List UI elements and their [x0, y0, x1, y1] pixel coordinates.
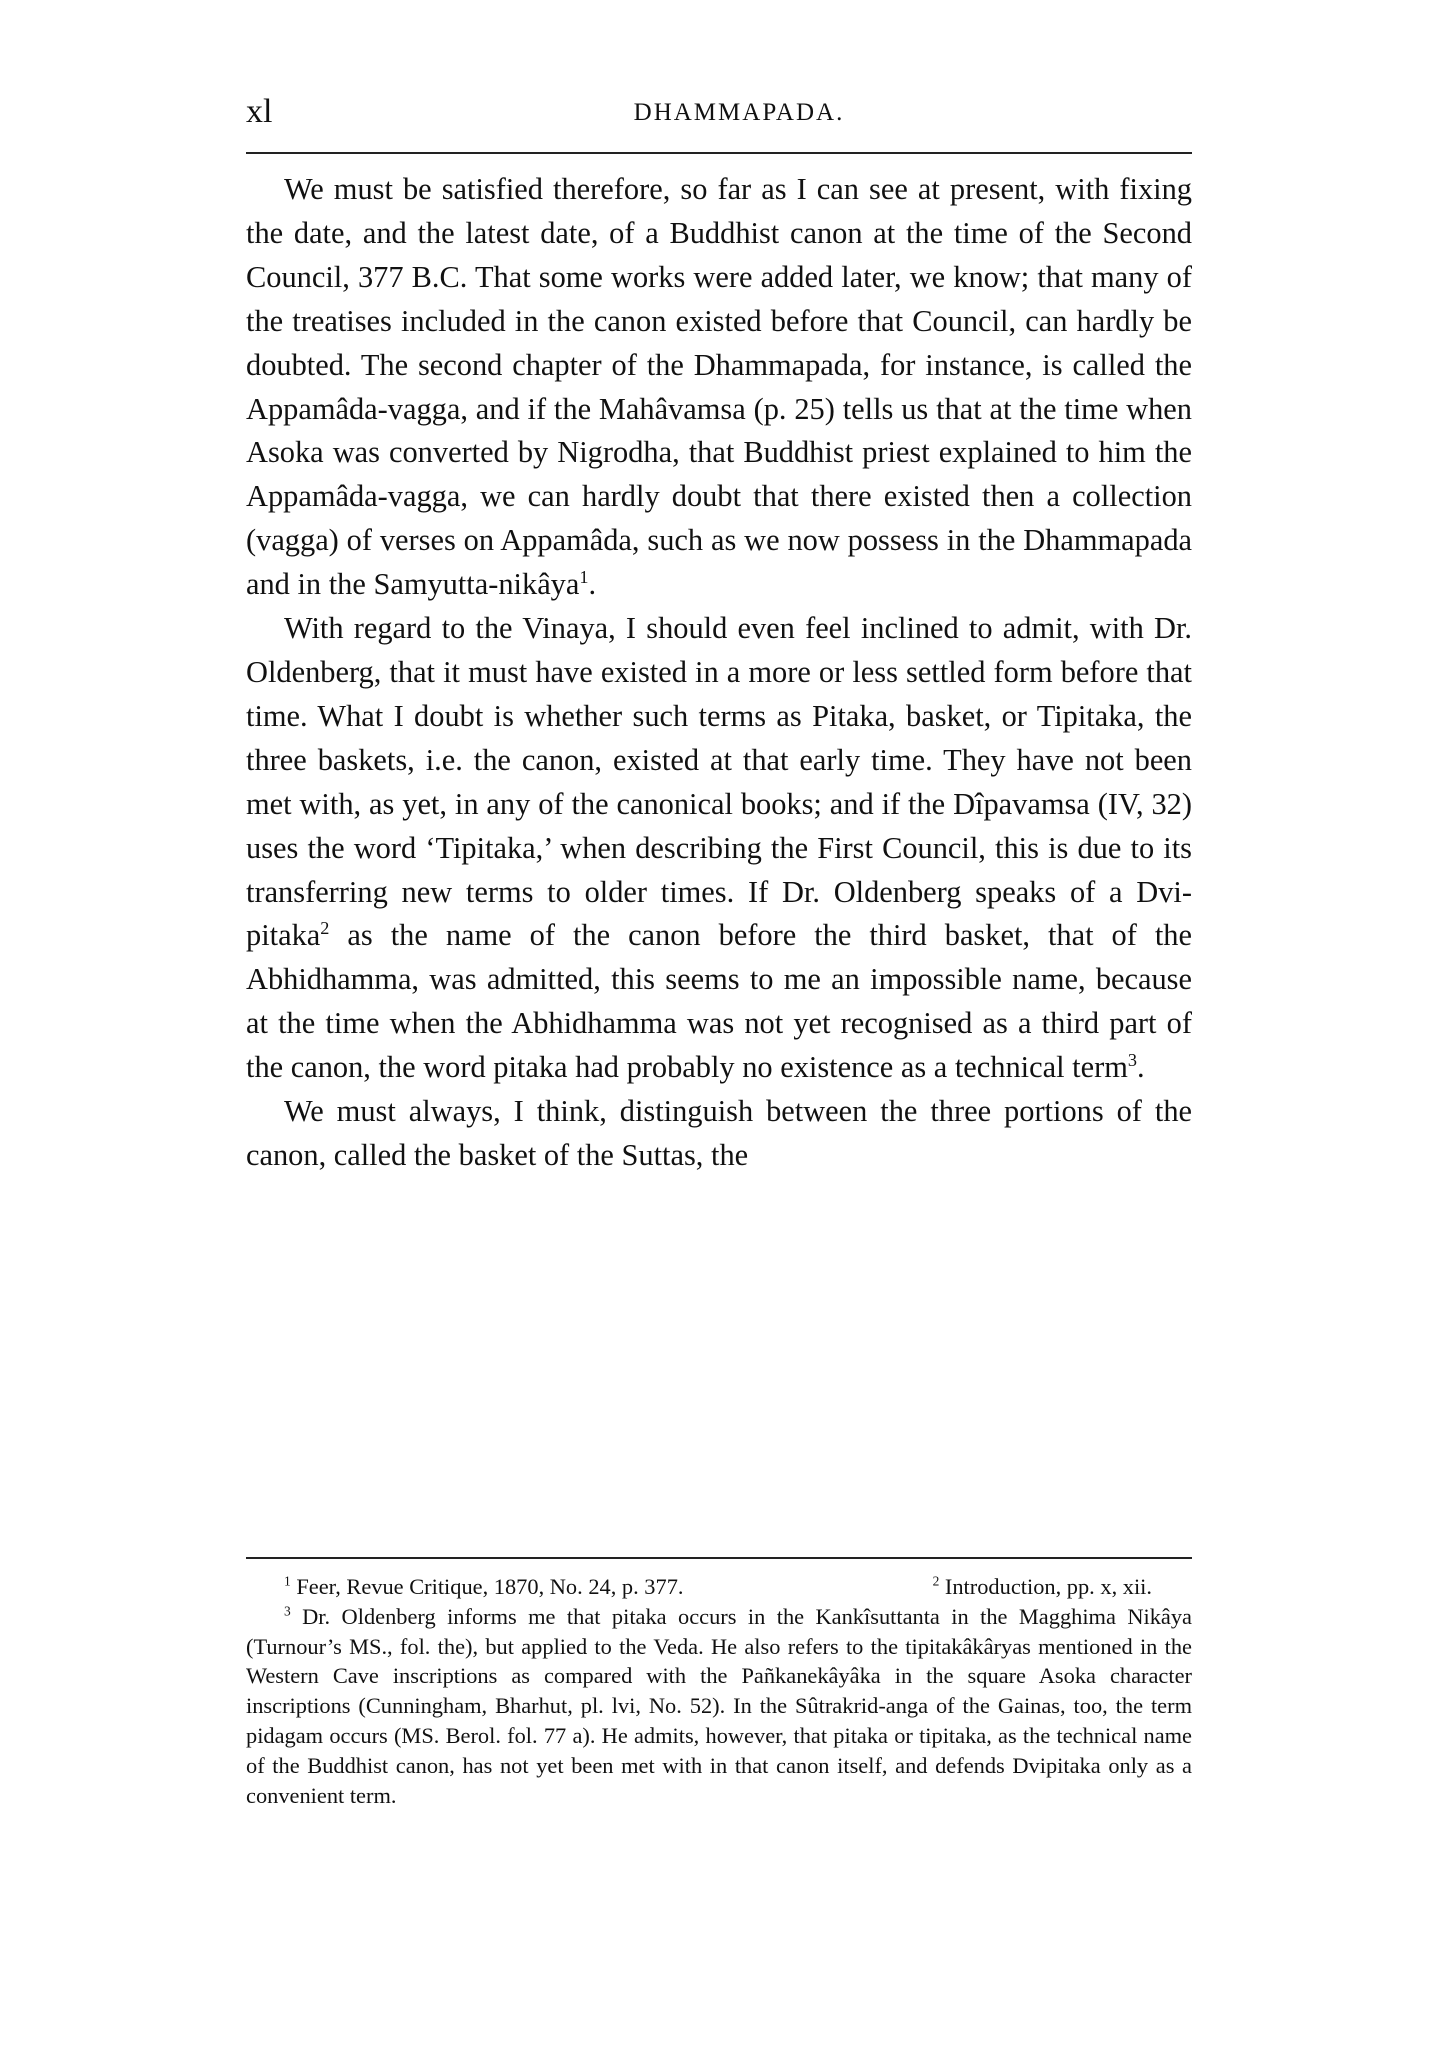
page-number: xl — [246, 93, 273, 130]
paragraph — [246, 1090, 1192, 1178]
footnote-marker: 2 — [320, 918, 330, 939]
footnote-text: Introduction, pp. x, xii. — [944, 1574, 1152, 1599]
header-rule — [246, 152, 1192, 154]
footnote-3 — [246, 1602, 1192, 1811]
footnote-text: Feer, Revue Critique, 1870, No. 24, p. 377. — [296, 1574, 684, 1599]
footnote-row — [246, 1572, 1192, 1602]
footnotes — [246, 1572, 1192, 1810]
footnote-label: 1 — [284, 1573, 291, 1589]
footnote-marker: 1 — [579, 567, 589, 588]
paragraph-text: as the name of the canon before the third basket, that of the Abhidhamma, was admitted, this seems to me an impossible name, because at the time when the Abhidhamma was not yet recognised as a third part of the canon, the word pitaka had probably no existence as a technical term — [246, 918, 1192, 1085]
footnote-rule — [246, 1557, 1192, 1559]
footnote-label: 2 — [932, 1573, 940, 1589]
paragraph-text: We must always, I think, distinguish between the three portions of the canon, called the basket of the Suttas, the — [246, 1094, 1192, 1172]
page-header — [246, 92, 1192, 142]
footnote-label: 3 — [284, 1603, 291, 1619]
footnote-text: Dr. Oldenberg informs me that pitaka occurs in the Kankîsuttanta in the Magghima Nikâya (Turnour’s MS., fol. the), but applied to the Veda. He also refers to the tipitakâkâryas mentioned in the Western Cave inscriptions as compared with the Pañkanekâyâka in the square Asoka character inscriptions (Cunningham, Bharhut, pl. lvi, No. 52). In the Sûtrakrid-anga of the Gainas, too, the term pidagam occurs (MS. Berol. fol. 77 a). He admits, however, that pitaka or tipitaka, as the technical name of the Buddhist canon, has not yet been met with in that canon itself, and defends Dvipitaka only as a convenient term. — [246, 1603, 1192, 1808]
footnote-1 — [284, 1572, 684, 1602]
footnote-marker: 3 — [1127, 1050, 1137, 1070]
footnote-2 — [933, 1572, 1152, 1602]
paragraph-text: We must be satisfied therefore, so far as I can see at present, with fixing the date, and the latest date, of a Buddhist canon at the time of the Second Council, 377 B.C. That some works were added later, we know; that many of the treatises included in the canon existed before that Council, can hardly be doubted. The second chapter of the Dhammapada, for instance, is called the Appamâda-vagga, and if the Mahâvamsa (p. 25) tells us that at the time when Asoka was converted by Nigrodha, that Buddhist priest explained to him the Appamâda-vagga, we can hardly doubt that there existed then a collection (vagga) of verses on Appamâda, such as we now possess in the Dhammapada and in the Samyutta-nikâya — [246, 172, 1192, 602]
paragraph: With regard to the Vinaya, I should even feel inclined to admit, with Dr. Oldenberg, that it must have existed in a more or less settled form before that time. What I doubt is whether such terms as Pitaka, basket, or Tipitaka, the three baskets, i.e. the canon, existed at that early time. They have not been met with, as yet, in any of the canonical books; and if the Dîpavamsa (IV, 32) uses the word ‘Tipitaka,’ when describing the First Council, this is due to its transferring new terms to older times. If Dr. Oldenberg speaks of a Dvi-pitaka$^2$ as the name of the canon before the third basket, that of the Abhidhamma, was admitted, this seems to me an impossible name, because at the time when the Abhidhamma was not yet recognised as a third part of the canon, the word pitaka had probably no existence as a technical term$^3$. — [246, 611, 1192, 1085]
main-text — [246, 168, 1192, 1178]
paragraph: We must be satisfied therefore, so far as I can see at present, with fixing the date, and the latest date, of a Buddhist canon at the time of the Second Council, 377 B.C. That some works were added later, we know; that many of the treatises included in the canon existed before that Council, can hardly be doubted. The second chapter of the Dhammapada, for instance, is called the Appamâda-vagga, and if the Mahâvamsa (p. 25) tells us that at the time when Asoka was converted by Nigrodha, that Buddhist priest explained to him the Appamâda-vagga, we can hardly doubt that there existed then a collection (vagga) of verses on Appamâda, such as we now possess in the Dhammapada and in the Samyutta-nikâya$^1$. — [246, 172, 1192, 602]
running-title: DHAMMAPADA. — [633, 99, 845, 126]
paragraph-text: With regard to the Vinaya, I should even feel inclined to admit, with Dr. Oldenberg, that it must have existed in a more or less settled form before that time. What I doubt is whether such terms as Pitaka, basket, or Tipitaka, the three baskets, i.e. the canon, existed at that early time. They have not been met with, as yet, in any of the canonical books; and if the Dîpavamsa (IV, 32) uses the word ‘Tipitaka,’ when describing the First Council, this is due to its transferring new terms to older times. If Dr. Oldenberg speaks of a Dvi-pitaka — [246, 611, 1192, 953]
